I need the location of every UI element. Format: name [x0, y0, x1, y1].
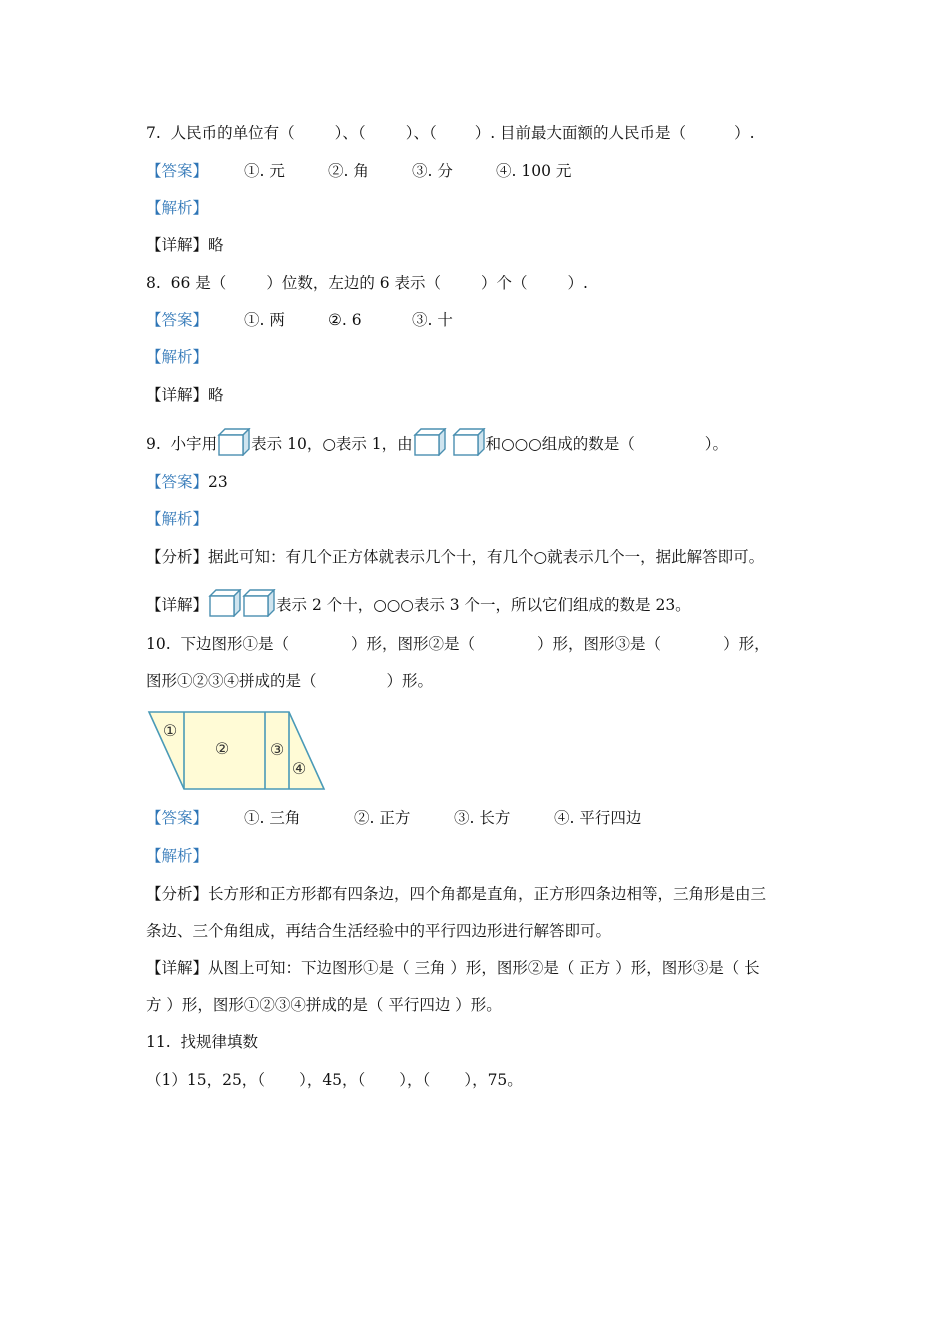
q11-sub1: （1）15，25，（ ），45，（ ），（ ），75。 — [146, 1071, 523, 1089]
q10-stem-line1: 10. 下边图形①是（ ）形，图形②是（ ）形，图形③是（ ）形， — [146, 635, 770, 653]
q7-detail: 【详解】略 — [146, 236, 224, 254]
cube-icon — [208, 589, 242, 617]
q8-analysis-tag: 【解析】 — [146, 348, 209, 366]
q10-analysis-tag: 【解析】 — [146, 847, 209, 865]
answer-tag: 【答案】 — [146, 162, 209, 180]
circle-icon: ○ — [533, 548, 548, 566]
q7-analysis-tag: 【解析】 — [146, 199, 209, 217]
q9-stem: 9. 小宇用 表示 10，○表示 1，由 和○○○组成的数是（ ）。 — [146, 428, 728, 456]
cube-icon — [217, 428, 251, 456]
q10-detail-line1: 【详解】从图上可知：下边图形①是（ 三角 ）形，图形②是（ 正方 ）形，图形③是（ 长 — [146, 959, 760, 977]
cube-icon — [452, 428, 486, 456]
figure-label-2: ② — [214, 739, 230, 758]
q7-answer: 【答案】 ①. 元 ②. 角 ③. 分 ④. 100 元 — [146, 162, 572, 180]
three-circles-icon: ○○○ — [373, 596, 414, 614]
q10-answer: 【答案】 ①. 三角 ②. 正方 ③. 长方 ④. 平行四边 — [146, 809, 642, 827]
figure-label-1: ① — [162, 721, 178, 740]
shapes-figure — [146, 709, 328, 793]
cube-icon — [242, 589, 276, 617]
q9-detail: 【详解】 表示 2 个十，○○○表示 3 个一，所以它们组成的数是 23。 — [146, 589, 691, 617]
q10-stem-line2: 图形①②③④拼成的是（ ）形。 — [146, 672, 434, 690]
figure-label-4: ④ — [291, 759, 307, 778]
q9-answer: 【答案】23 — [146, 473, 228, 491]
q10-fenxi-line1: 【分析】长方形和正方形都有四条边，四个角都是直角，正方形四条边相等，三角形是由三 — [146, 885, 767, 903]
figure-label-3: ③ — [269, 740, 285, 759]
q8-answer: 【答案】 ①. 两 ②. 6 ③. 十 — [146, 311, 453, 329]
q9-fenxi: 【分析】据此可知：有几个正方体就表示几个十，有几个○就表示几个一，据此解答即可。 — [146, 548, 765, 566]
q8-stem: 8. 66 是（ ）位数，左边的 6 表示（ ）个（ ）. — [146, 274, 588, 292]
q7-stem: 7. 人民币的单位有（ ）、（ ）、（ ）. 目前最大面额的人民币是（ ）. — [146, 124, 755, 142]
q8-detail: 【详解】略 — [146, 386, 224, 404]
cube-icon — [413, 428, 447, 456]
three-circles-icon: ○○○ — [501, 435, 542, 453]
q9-analysis-tag: 【解析】 — [146, 510, 209, 528]
q10-detail-line2: 方 ）形，图形①②③④拼成的是（ 平行四边 ）形。 — [146, 996, 502, 1014]
q11-title: 11. 找规律填数 — [146, 1033, 259, 1051]
circle-icon: ○ — [322, 435, 336, 453]
q10-fenxi-line2: 条边、三个角组成，再结合生活经验中的平行四边形进行解答即可。 — [146, 922, 612, 940]
